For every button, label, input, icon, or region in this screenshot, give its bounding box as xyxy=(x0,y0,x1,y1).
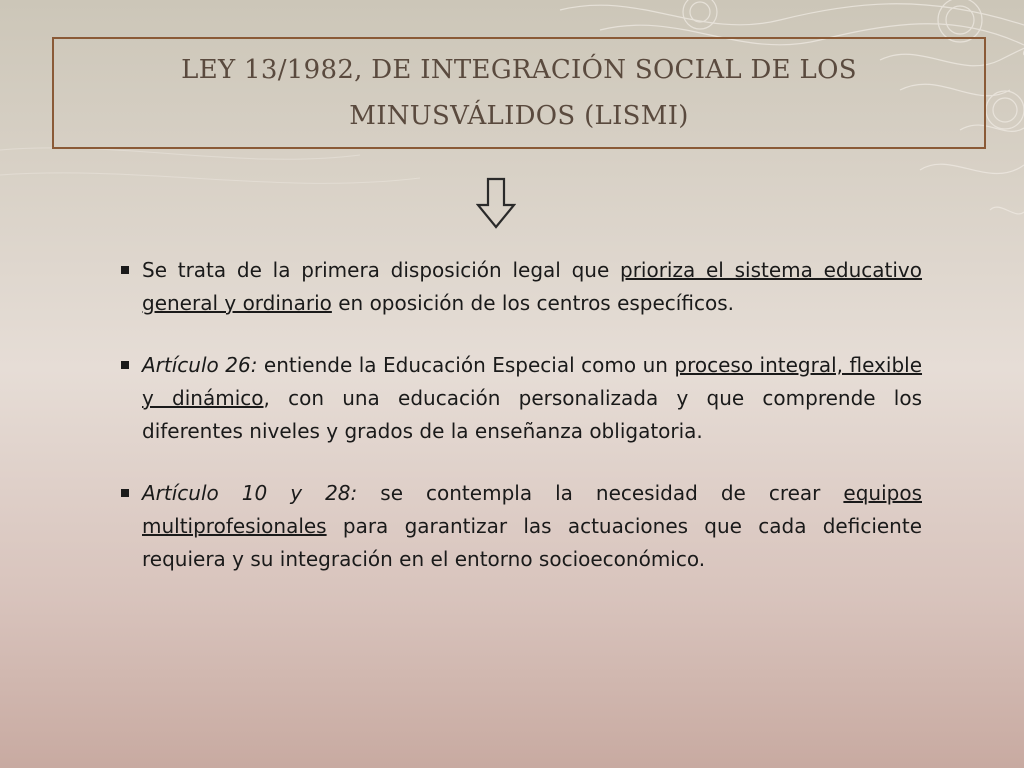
underlined-phrase: equipos multiprofesionales xyxy=(142,481,922,538)
article-label: Artículo 26: xyxy=(142,353,258,377)
list-item xyxy=(118,477,922,576)
square-bullet-icon xyxy=(121,361,129,369)
article-label: Artículo 10 y 28: xyxy=(142,481,358,505)
title-line-2: MINUSVÁLIDOS (LISMI) xyxy=(349,101,689,131)
bullet-text: en oposición de los centros específicos. xyxy=(331,291,734,315)
list-item xyxy=(118,349,922,448)
square-bullet-icon xyxy=(121,266,129,274)
square-bullet-icon xyxy=(121,489,129,497)
list-item xyxy=(118,254,922,320)
title-box xyxy=(52,37,986,149)
bullet-text: Se trata de la primera disposición legal que xyxy=(142,258,620,282)
bullet-text: , con una educación personalizada y que comprende los diferentes niveles y grados de la enseñanza obligatoria. xyxy=(142,386,923,443)
underlined-phrase: prioriza el sistema educativo general y ordinario xyxy=(142,258,923,315)
bullet-text: entiende la Educación Especial como un xyxy=(257,353,675,377)
bullet-text: para garantizar las actuaciones que cada deficiente requiera y su integración en el entorno socioeconómico. xyxy=(142,514,922,571)
title-line-1: LEY 13/1982, DE INTEGRACIÓN SOCIAL DE LOS xyxy=(181,55,857,85)
bullet-list xyxy=(118,254,922,605)
down-arrow-icon xyxy=(476,177,516,229)
underlined-phrase: proceso integral, flexible y dinámico xyxy=(142,353,923,410)
bullet-text: se contempla la necesidad de crear xyxy=(357,481,844,505)
